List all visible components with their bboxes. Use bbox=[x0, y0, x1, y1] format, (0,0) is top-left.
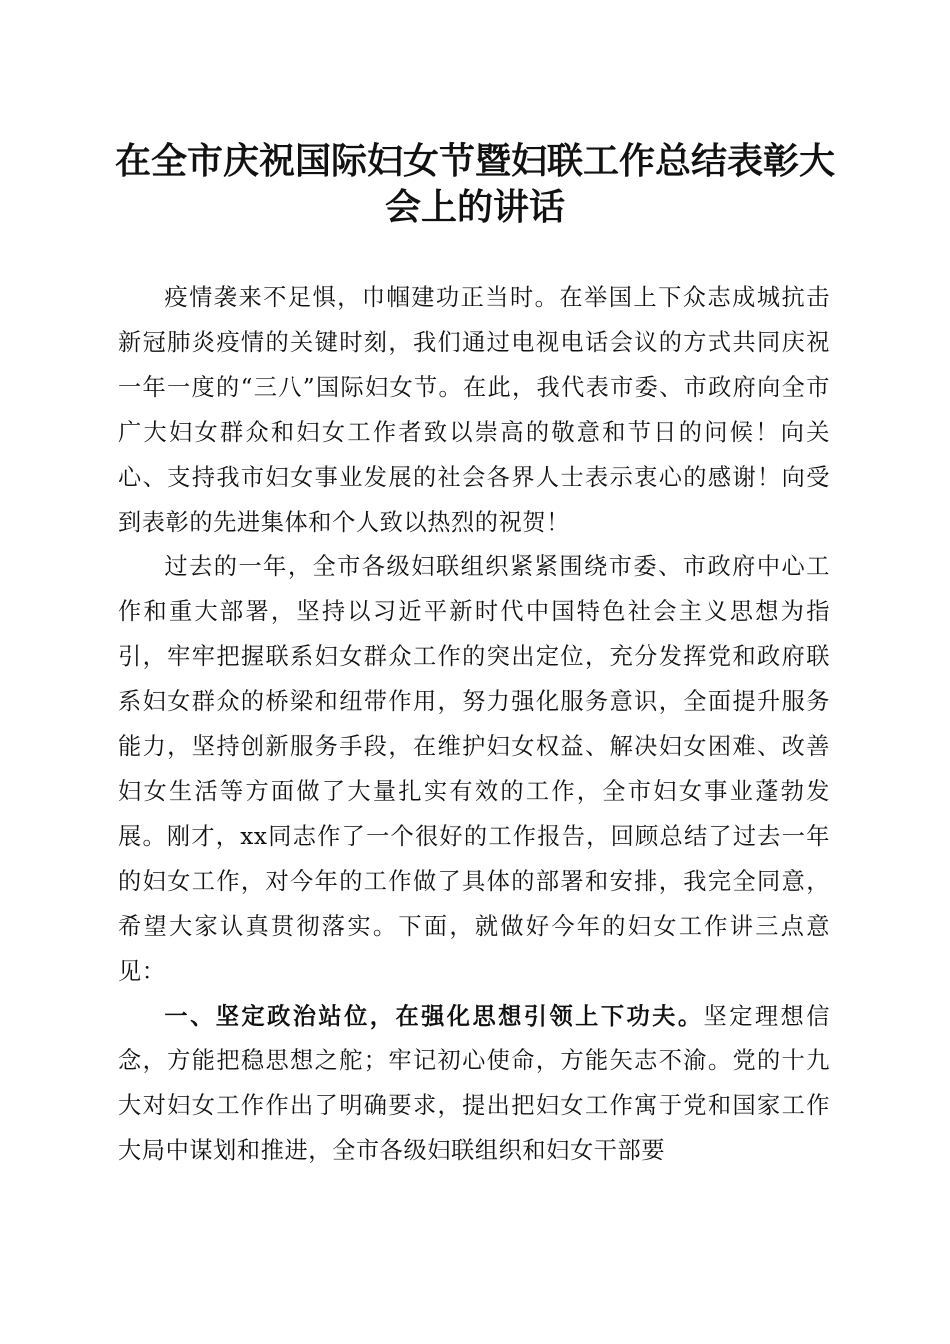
document-title: 在全市庆祝国际妇女节暨妇联工作总结表彰大会上的讲话 bbox=[114, 140, 835, 228]
paragraph-text: 坚定理想信念，方能把稳思想之舵；牢记初心使命，方能矢志不渝。党的十九大对妇女工作作出了明确要求，提出把妇女工作寓于党和国家工作大局中谋划和推进，全市各级妇联组织和妇女干部要 bbox=[118, 1002, 830, 1165]
paragraph-text: 过去的一年，全市各级妇联组织紧紧围绕市委、市政府中心工作和重大部署，坚持以习近平新时代中国特色社会主义思想为指引，牢牢把握联系妇女群众工作的突出定位，充分发挥党和政府联系妇女群众的桥梁和纽带作用，努力强化服务意识，全面提升服务能力，坚持创新服务手段，在维护妇女权益、解决妇女困难、改善妇女生活等方面做了大量扎实有效的工作，全市妇女事业蓬勃发展。刚才，xx同志作了一个很好的工作报告，回顾总结了过去一年的妇女工作，对今年的工作做了具体的部署和安排，我完全同意，希望大家认真贯彻落实。下面，就做好今年的妇女工作讲三点意见： bbox=[118, 553, 830, 985]
document-body bbox=[118, 276, 830, 1174]
paragraph-text: 疫情袭来不足惧，巾帼建功正当时。在举国上下众志成城抗击新冠肺炎疫情的关键时刻，我们通过电视电话会议的方式共同庆祝一年一度的“三八”国际妇女节。在此，我代表市委、市政府向全市广大妇女群众和妇女工作者致以崇高的敬意和节日的问候！向关心、支持我市妇女事业发展的社会各界人士表示衷心的感谢！向受到表彰的先进集体和个人致以热烈的祝贺！ bbox=[118, 284, 830, 536]
body-paragraph-1 bbox=[118, 276, 830, 545]
body-paragraph-2 bbox=[118, 545, 830, 994]
body-paragraph-3 bbox=[118, 995, 830, 1175]
section-heading: 一、坚定政治站位，在强化思想引领上下功夫。 bbox=[164, 1002, 704, 1030]
